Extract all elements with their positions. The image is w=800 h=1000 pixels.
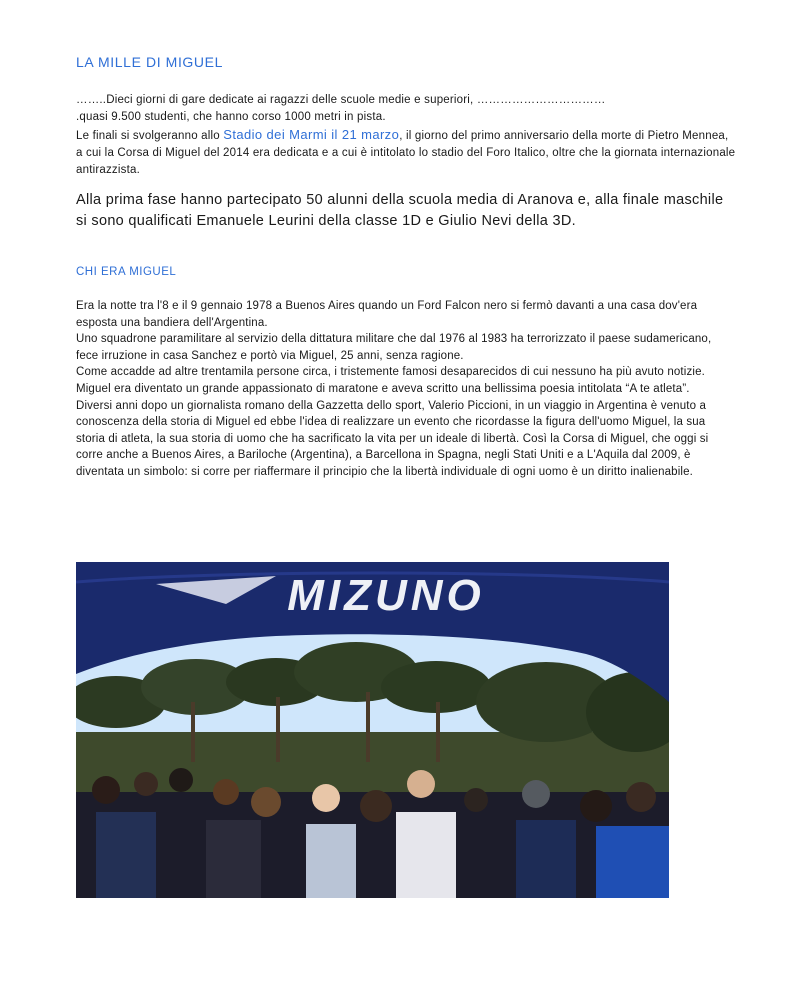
story-paragraph: Era la notte tra l'8 e il 9 gennaio 1978 a Buenos Aires quando un Ford Falcon nero si fermò davanti a una casa dov'era esposta una bandiera dell'Argentina. bbox=[76, 300, 698, 329]
banner-brand-text: MIZUNO bbox=[287, 571, 485, 620]
intro-section bbox=[76, 92, 736, 179]
story-section bbox=[76, 298, 736, 481]
race-photo-illustration bbox=[76, 562, 669, 898]
stadium-date-highlight: Stadio dei Marmi il 21 marzo bbox=[223, 127, 400, 142]
page-title: LA MILLE DI MIGUEL bbox=[76, 54, 223, 70]
intro-line-2: .quasi 9.500 studenti, che hanno corso 1000 metri in pista. bbox=[76, 111, 386, 123]
story-paragraph: Uno squadrone paramilitare al servizio della dittatura militare che dal 1976 al 1983 ha terrorizzato il paese sudamericano, fece irruzione in casa Sanchez e portò via Miguel, 25 anni, senza ragione. bbox=[76, 333, 712, 362]
story-paragraph: Come accadde ad altre trentamila persone circa, i tristemente famosi desaparecidos di cui nessuno ha più avuto notizie. Miguel era diventato un grande appassionato di maratone e aveva scritto una bellissima poesia intitolata “A te atleta”. bbox=[76, 366, 705, 395]
intro-line-3-post: , il giorno del primo anniversario della morte di Pietro Mennea, a cui la Corsa di Miguel del 2014 era dedicata e a cui è intitolato lo stadio del Foro Italico, oltre che la giornata internazionale antirazzista. bbox=[76, 130, 736, 176]
intro-line-3-pre: Le finali si svolgeranno allo bbox=[76, 130, 224, 142]
section-subtitle: CHI ERA MIGUEL bbox=[76, 266, 177, 278]
intro-line-3 bbox=[76, 126, 736, 179]
race-photo bbox=[76, 562, 669, 898]
intro-line-1: ……..Dieci giorni di gare dedicate ai ragazzi delle scuole medie e superiori, …………………………… bbox=[76, 94, 606, 106]
finals-paragraph: Alla prima fase hanno partecipato 50 alunni della scuola media di Aranova e, alla finale maschile si sono qualificati Emanuele Leurini della classe 1D e Giulio Nevi della 3D. bbox=[76, 192, 724, 229]
story-paragraph: Diversi anni dopo un giornalista romano della Gazzetta dello sport, Valerio Piccioni, in un viaggio in Argentina è venuto a conoscenza della storia di Miguel ed ebbe l'idea di realizzare un evento che ricordasse la figura dell'uomo Miguel, la sua storia di atleta, la sua storia di uomo che ha sacrificato la vita per un ideale di libertà. Così la Corsa di Miguel, che oggi si corre anche a Buenos Aires, a Bariloche (Argentina), a Barcellona in Spagna, negli Stati Uniti e a L'Aquila dal 2009, è diventata un simbolo: si corre per riaffermare il principio che la libertà individuale di ogni uomo è un diritto inalienabile. bbox=[76, 399, 709, 478]
